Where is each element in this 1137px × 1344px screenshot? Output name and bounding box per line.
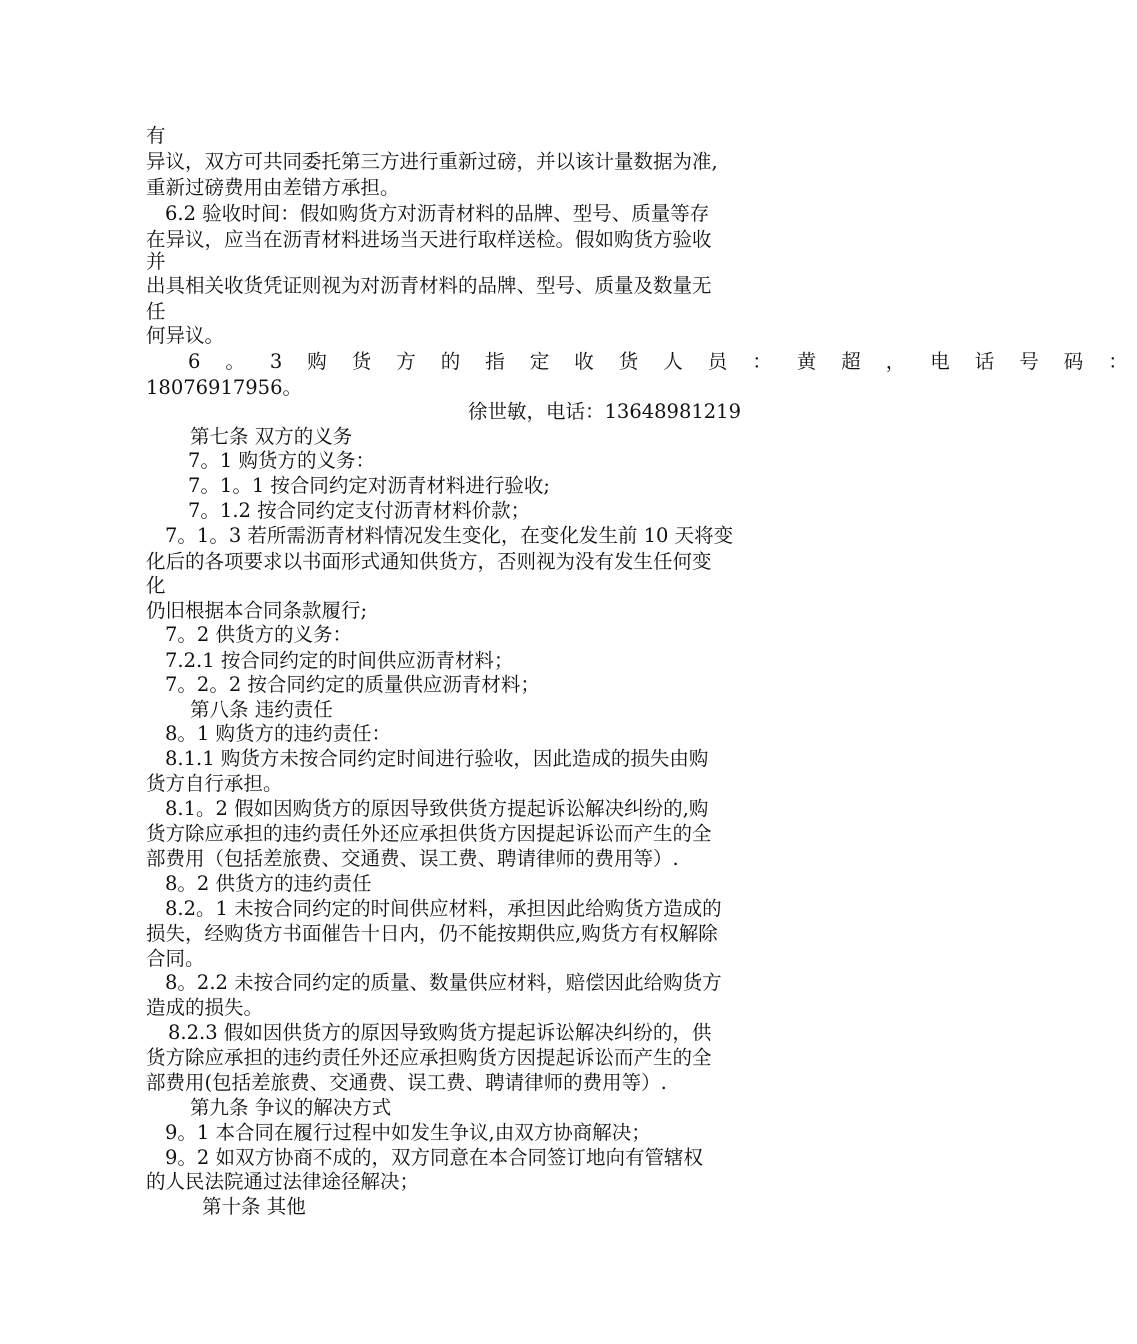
text-line: 的人民法院通过法律途径解决； [146, 1170, 420, 1193]
text-line: 8.1.1 购货方未按合同约定时间进行验收，因此造成的损失由购 [165, 747, 709, 770]
text-line: 7。2。2 按合同约定的质量供应沥青材料； [165, 673, 540, 696]
text-line: 有 [146, 124, 166, 147]
section-heading: 第七条 双方的义务 [190, 425, 353, 448]
text-line: 7。2 供货方的义务： [165, 623, 353, 646]
text-line: 6.2 验收时间：假如购货方对沥青材料的品牌、型号、质量等存 [165, 202, 710, 225]
text-line: 货方除应承担的违约责任外还应承担购货方因提起诉讼而产生的全 [146, 1046, 712, 1069]
text-line: 在异议，应当在沥青材料进场当天进行取样送检。假如购货方验收 [146, 228, 712, 251]
text-line: 7。1 购货方的义务： [188, 449, 376, 472]
text-line: 货方除应承担的违约责任外还应承担供货方因提起诉讼而产生的全 [146, 822, 712, 845]
text-line: 部费用（包括差旅费、交通费、误工费、聘请律师的费用等）. [146, 847, 679, 870]
text-line: 8.2.3 假如因供货方的原因导致购货方提起诉讼解决纠纷的，供 [168, 1021, 712, 1044]
text-line: 重新过磅费用由差错方承担。 [146, 176, 400, 199]
text-line: 化后的各项要求以书面形式通知供货方，否则视为没有发生任何变 [146, 550, 712, 573]
text-line: 8。2 供货方的违约责任 [165, 872, 372, 895]
text-line: 出具相关收货凭证则视为对沥青材料的品牌、型号、质量及数量无 [146, 274, 712, 297]
text-line: 部费用(包括差旅费、交通费、误工费、聘请律师的费用等）. [146, 1071, 667, 1094]
text-line: 6 。 3 购 货 方 的 指 定 收 货 人 员 ： 黄 超 ， 电 话 号 码 ： [188, 350, 1137, 373]
section-heading: 第十条 其他 [202, 1195, 306, 1218]
text-line: 8。1 购货方的违约责任： [165, 722, 392, 745]
text-line: 7。1。1 按合同约定对沥青材料进行验收; [188, 474, 550, 497]
text-line: 异议，双方可共同委托第三方进行重新过磅，并以该计量数据为准, [146, 150, 718, 173]
text-line: 合同。 [146, 947, 205, 970]
text-line: 徐世敏，电话：13648981219 [468, 400, 741, 423]
text-line: 造成的损失。 [146, 996, 264, 1019]
text-line: 8.2。1 未按合同约定的时间供应材料，承担因此给购货方造成的 [165, 897, 722, 920]
text-line: 何异议。 [146, 324, 225, 347]
text-line: 化 [146, 574, 166, 597]
text-line: 并 [146, 250, 166, 273]
section-heading: 第九条 争议的解决方式 [190, 1096, 392, 1119]
text-line: 9。1 本合同在履行过程中如发生争议,由双方协商解决； [165, 1121, 651, 1144]
text-line: 7。1.2 按合同约定支付沥青材料价款； [188, 499, 531, 522]
text-line: 任 [146, 300, 166, 323]
text-line: 7。1。3 若所需沥青材料情况发生变化，在变化发生前 10 天将变 [165, 524, 734, 547]
text-line: 8.1。2 假如因购货方的原因导致供货方提起诉讼解决纠纷的,购 [165, 797, 709, 820]
text-line: 8。2.2 未按合同约定的质量、数量供应材料，赔偿因此给购货方 [165, 971, 722, 994]
text-line: 仍旧根据本合同条款履行; [146, 599, 368, 622]
text-line: 18076917956。 [146, 376, 302, 399]
section-heading: 第八条 违约责任 [190, 698, 333, 721]
text-line: 9。2 如双方协商不成的，双方同意在本合同签订地向有管辖权 [165, 1146, 704, 1169]
text-line: 货方自行承担。 [146, 772, 283, 795]
text-line: 损失，经购货方书面催告十日内，仍不能按期供应,购货方有权解除 [146, 922, 718, 945]
text-line: 7.2.1 按合同约定的时间供应沥青材料； [165, 649, 514, 672]
